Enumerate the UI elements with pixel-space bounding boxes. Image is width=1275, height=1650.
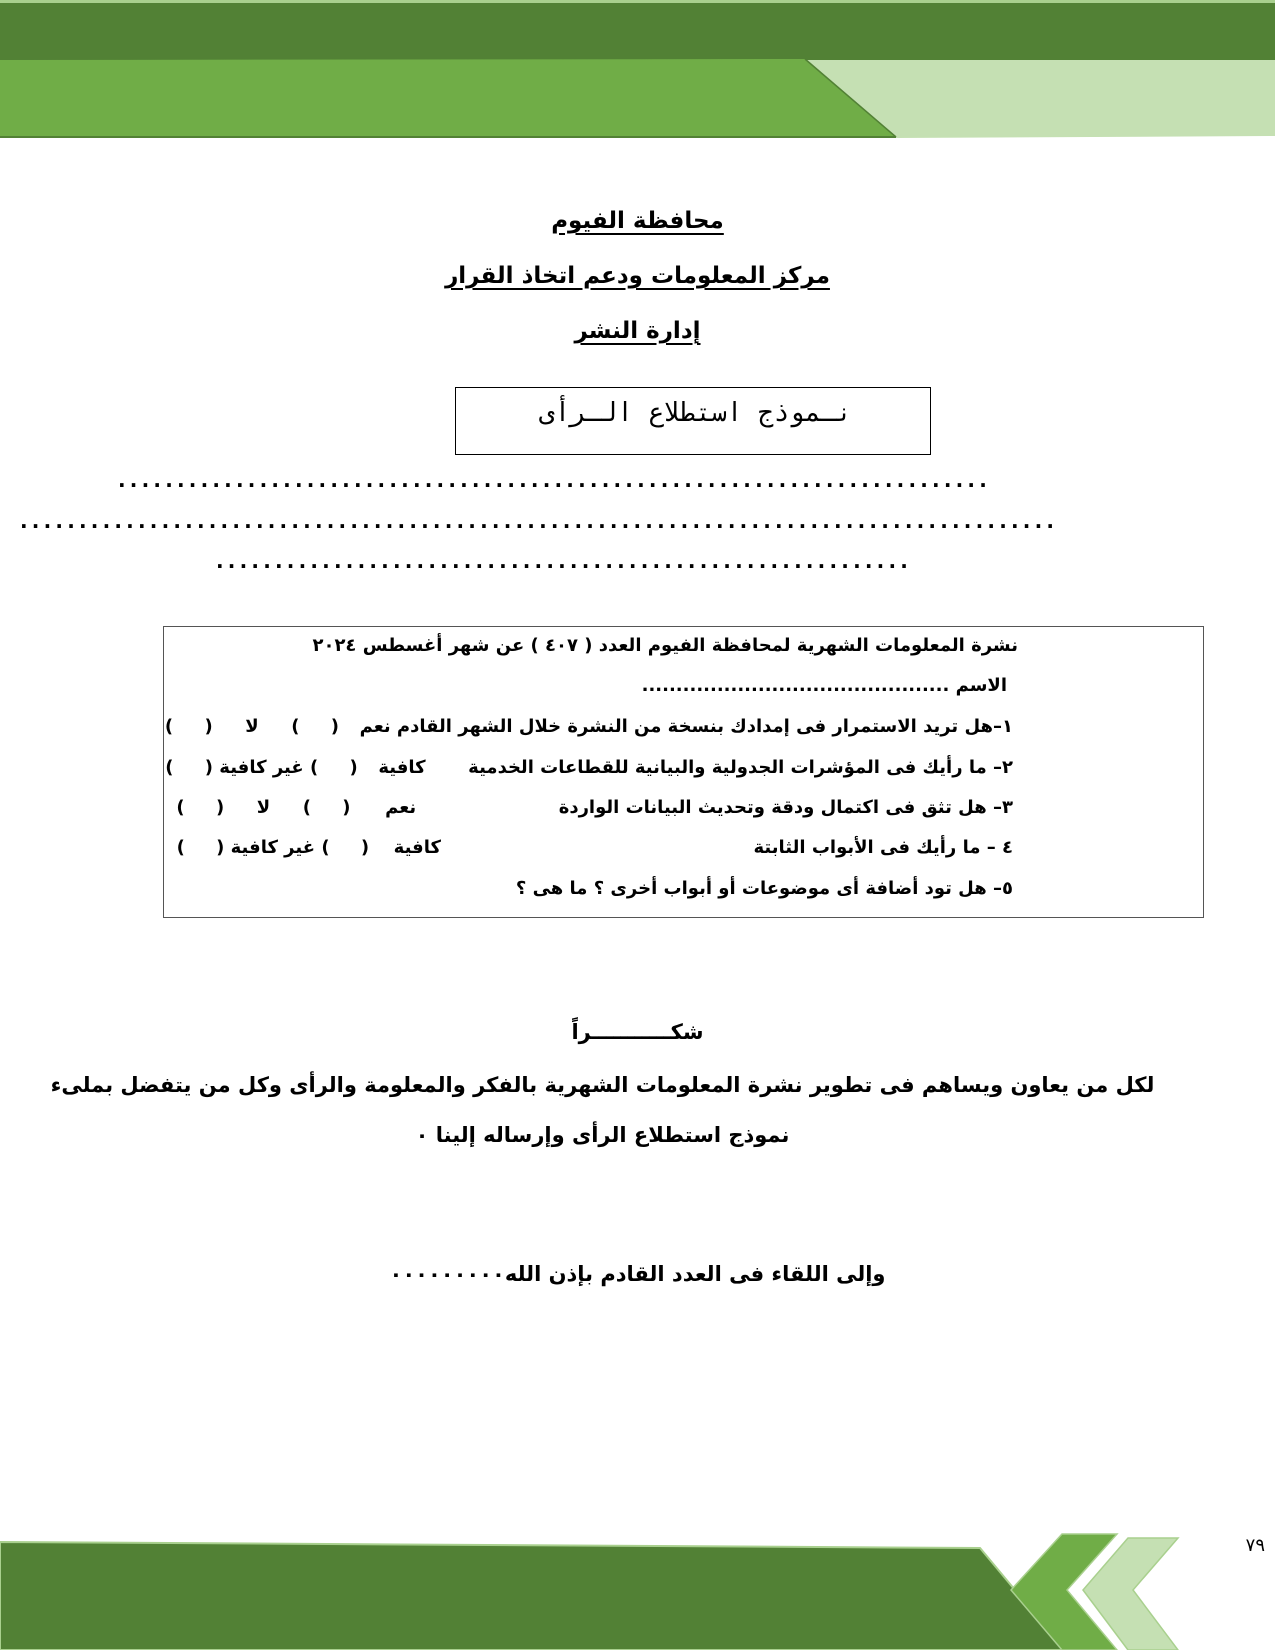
question-4-option-insufficient-checkbox[interactable]: ( ) [176,837,225,858]
question-3-option-yes-label: نعم [385,797,417,818]
footer-band-dark [0,1542,1065,1650]
survey-box [163,626,1204,918]
question-2-option-sufficient-label: كافية [378,757,426,778]
question-2-text: ٢– ما رأيك فى المؤشرات الجدولية والبيانية للقطاعات الخدمية [468,757,1013,778]
dotted-line-3[interactable]: ........................................................... [216,549,913,573]
question-5-text: ٥– هل تود أضافة أى موضوعات أو أبواب أخرى ؟ ما هى ؟ [515,878,1013,899]
dotted-line-2[interactable]: ........................................................................................ [20,509,1059,533]
question-3-text: ٣– هل تثق فى اكتمال ودقة وتحديث البيانات الواردة [558,797,1013,818]
question-4-option-insufficient-label: غير كافية [230,837,316,858]
farewell-text: وإلى اللقاء فى العدد القادم بإذن الله٠٠٠٠٠٠٠٠٠ [389,1262,886,1286]
footer-banner [0,1530,1275,1650]
thanks-heading: شكـــــــــــراً [571,1020,704,1044]
department-title: إدارة النشر [574,318,701,344]
name-field[interactable] [642,675,1007,696]
header-banner [0,0,1275,145]
thanks-message: لكل من يعاون ويساهم فى تطوير نشرة المعلومات الشهرية بالفكر والمعلومة والرأى وكل من يتفضل بملىء نموذج استطلاع الرأى وإرساله إلينا ٠ [50,1073,1155,1147]
question-4-option-sufficient-checkbox[interactable]: ( ) [321,837,370,858]
question-4 [177,837,1013,858]
question-3 [176,797,1013,818]
question-2-option-sufficient-checkbox[interactable]: ( ) [309,757,358,778]
form-title: نـموذج استطلاع الـرأى [538,398,852,428]
question-1-option-yes-label: نعم [359,716,391,737]
governorate-title: محافظة الفيوم [551,208,724,234]
question-1-option-no-checkbox[interactable]: ( ) [164,716,213,737]
question-1-option-yes-checkbox[interactable]: ( ) [291,716,340,737]
question-2-option-insufficient-label: غير كافية [219,757,304,778]
question-1 [165,716,1013,737]
page-number: ٧٩ [1245,1535,1265,1556]
question-3-option-yes-checkbox[interactable]: ( ) [302,797,351,818]
question-4-option-sufficient-label: كافية [393,837,441,858]
question-4-text: ٤ – ما رأيك فى الأبواب الثابتة [753,837,1013,858]
form-title-box [455,387,931,455]
header-band-dark [0,2,1275,60]
name-label: الاسم [955,675,1007,696]
name-dots[interactable]: ............................................. [641,675,950,696]
header-band-mid [0,59,896,137]
question-2-option-insufficient-checkbox[interactable]: ( ) [165,757,213,778]
question-2 [165,757,1013,778]
center-title: مركز المعلومات ودعم اتخاذ القرار [445,263,830,289]
question-1-option-no-label: لا [245,716,259,737]
question-5 [516,878,1013,899]
question-1-text: ١–هل تريد الاستمرار فى إمدادك بنسخة من النشرة خلال الشهر القادم [396,716,1013,737]
survey-heading: نشرة المعلومات الشهرية لمحافظة الفيوم العدد ( ٤٠٧ ) عن شهر أغسطس ٢٠٢٤ [312,635,1018,656]
question-3-option-no-label: لا [256,797,271,818]
question-3-option-no-checkbox[interactable]: ( ) [176,797,225,818]
dotted-line-1[interactable]: .......................................................................... [118,468,992,492]
